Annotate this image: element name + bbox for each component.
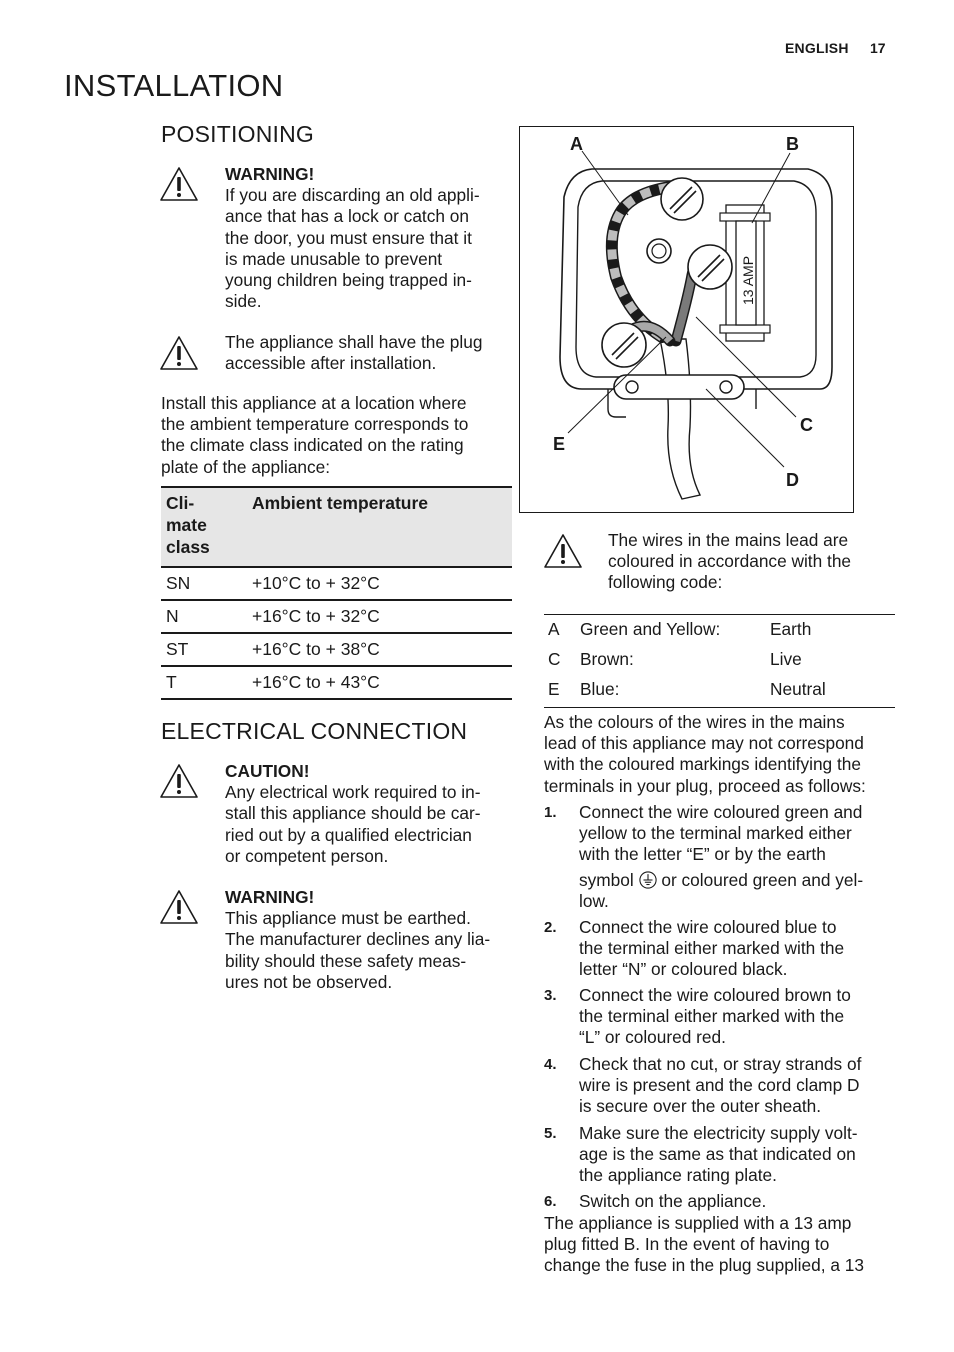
cell-letter: A <box>548 618 560 639</box>
step-number: 4. <box>544 1056 557 1073</box>
list-item <box>544 802 896 912</box>
electrical-heading: ELECTRICAL CONNECTION <box>161 718 468 744</box>
text-line: If you are discarding an old appli- <box>225 185 480 206</box>
cell-letter: C <box>548 648 561 669</box>
text-line: the terminal either marked with the <box>579 1006 845 1027</box>
warning-icon <box>159 335 199 371</box>
warning-icon <box>543 533 583 569</box>
text-line: with the letter “E” or by the earth <box>579 844 826 865</box>
wire-colour-table <box>544 614 895 704</box>
table-row <box>544 674 895 704</box>
step-number: 3. <box>544 987 557 1004</box>
list-item <box>544 1191 896 1212</box>
label-d: D <box>786 470 799 490</box>
text-line: Any electrical work required to in- <box>225 782 481 803</box>
text-line: young children being trapped in- <box>225 270 472 291</box>
installation-intro <box>161 393 516 478</box>
cell-temperature: +16°C to + 38°C <box>247 633 512 666</box>
cell-role: Earth <box>770 618 812 639</box>
text-line: the appliance rating plate. <box>579 1165 777 1186</box>
text-line: plate of the appliance: <box>161 456 331 477</box>
text-line: ance that has a lock or catch on <box>225 206 470 227</box>
text-line: side. <box>225 291 262 312</box>
caution-label: CAUTION! <box>225 761 310 781</box>
header-line: class <box>166 537 210 557</box>
text-line: The manufacturer declines any lia- <box>225 929 491 950</box>
text-line: lead of this appliance may not correspond <box>544 733 864 754</box>
cell-temperature: +10°C to + 32°C <box>247 567 512 600</box>
text-line: the ambient temperature corresponds to <box>161 414 469 435</box>
text-line: wire is present and the cord clamp D <box>579 1075 860 1096</box>
text-line: change the fuse in the plug supplied, a 13 <box>544 1255 864 1276</box>
divider <box>544 707 895 708</box>
text-fragment: symbol <box>579 869 634 890</box>
text-line: Connect the wire coloured brown to <box>579 985 851 1005</box>
step-text <box>579 1191 896 1212</box>
text-line: stall this appliance should be car- <box>225 803 481 824</box>
cell-colour: Blue: <box>580 678 620 699</box>
header-line: Cli- <box>166 493 195 513</box>
text-line: This appliance must be earthed. <box>225 908 471 929</box>
cell-class: T <box>161 666 247 699</box>
warning-icon <box>159 889 199 925</box>
cell-temperature: +16°C to + 43°C <box>247 666 512 699</box>
text-line: yellow to the terminal marked either <box>579 823 852 844</box>
cell-role: Neutral <box>770 678 826 699</box>
text-line: coloured in accordance with the <box>608 551 852 572</box>
warning-positioning <box>225 164 515 312</box>
text-line <box>579 870 896 891</box>
table-header-row <box>161 487 512 567</box>
text-line: letter “N” or coloured black. <box>579 959 788 980</box>
table-row <box>161 633 512 666</box>
warning-icon <box>159 763 199 799</box>
cell-class: SN <box>161 567 247 600</box>
earth-symbol-icon <box>639 871 657 889</box>
cell-colour: Brown: <box>580 648 634 669</box>
text-line: age is the same as that indicated on <box>579 1144 856 1165</box>
text-line: with the coloured markings identifying the <box>544 754 861 775</box>
text-line: following code: <box>608 572 723 593</box>
text-line: the terminal either marked with the <box>579 938 845 959</box>
cell-letter: E <box>548 678 560 699</box>
fuse-rating-text: 13 AMP <box>740 255 756 305</box>
page-number: 17 <box>870 40 886 56</box>
cell-temperature: +16°C to + 32°C <box>247 600 512 633</box>
procedure-outro <box>544 1213 904 1277</box>
cell-class: ST <box>161 633 247 666</box>
label-c: C <box>800 415 813 435</box>
text-line: low. <box>579 890 609 911</box>
warning-label: WARNING! <box>225 887 315 907</box>
text-line: As the colours of the wires in the mains <box>544 712 845 732</box>
plug-wiring-figure <box>519 126 854 513</box>
list-item <box>544 917 896 981</box>
text-line: Install this appliance at a location where <box>161 393 467 413</box>
text-fragment: or coloured green and yel- <box>661 869 864 890</box>
warning-earthed <box>225 887 515 993</box>
text-line: Connect the wire coloured blue to <box>579 917 837 937</box>
label-b: B <box>786 134 799 154</box>
plug-diagram <box>520 127 853 512</box>
text-line: or competent person. <box>225 845 389 866</box>
table-row <box>161 600 512 633</box>
text-line: is secure over the outer sheath. <box>579 1096 822 1117</box>
positioning-heading: POSITIONING <box>161 121 314 147</box>
text-line: “L” or coloured red. <box>579 1027 726 1048</box>
table-row <box>161 567 512 600</box>
text-line: the climate class indicated on the rating <box>161 435 464 456</box>
text-line: ried out by a qualified electrician <box>225 824 472 845</box>
header-line: mate <box>166 515 207 535</box>
wire-colour-note <box>608 530 898 594</box>
step-number: 2. <box>544 919 557 936</box>
climate-class-table <box>161 486 512 700</box>
text-line: bility should these safety meas- <box>225 950 467 971</box>
cell-colour: Green and Yellow: <box>580 618 721 639</box>
text-line: The wires in the mains lead are <box>608 530 849 550</box>
procedure-intro <box>544 712 904 797</box>
step-number: 5. <box>544 1125 557 1142</box>
cell-role: Live <box>770 648 802 669</box>
text-line: accessible after installation. <box>225 353 437 374</box>
text-line: Make sure the electricity supply volt- <box>579 1123 858 1143</box>
text-line: is made unusable to prevent <box>225 248 443 269</box>
step-text <box>579 917 896 981</box>
header-climate-class <box>161 487 247 567</box>
step-text <box>579 1054 896 1118</box>
step-number: 1. <box>544 804 557 821</box>
text-line: the door, you must ensure that it <box>225 227 472 248</box>
page-title: INSTALLATION <box>64 68 284 103</box>
header-language: ENGLISH <box>785 40 849 56</box>
text-line: Switch on the appliance. <box>579 1191 767 1211</box>
text-line: ures not be observed. <box>225 971 393 992</box>
step-number: 6. <box>544 1193 557 1210</box>
warning-icon <box>159 166 199 202</box>
cell-class: N <box>161 600 247 633</box>
text-line: terminals in your plug, proceed as follows: <box>544 775 866 796</box>
label-e: E <box>553 434 566 454</box>
step-text <box>579 802 896 912</box>
step-text <box>579 985 896 1049</box>
list-item <box>544 1123 896 1187</box>
text-line: The appliance shall have the plug <box>225 332 483 352</box>
note-plug-accessible <box>225 332 515 374</box>
text-line: The appliance is supplied with a 13 amp <box>544 1213 852 1233</box>
table-row <box>544 644 895 674</box>
header-ambient-temperature: Ambient temperature <box>247 487 512 567</box>
list-item <box>544 1054 896 1118</box>
list-item <box>544 985 896 1049</box>
table-row <box>161 666 512 699</box>
label-a: A <box>570 134 583 154</box>
table-row <box>544 614 895 644</box>
warning-label: WARNING! <box>225 164 315 184</box>
caution-electrical <box>225 761 515 867</box>
step-text <box>579 1123 896 1187</box>
text-line: Connect the wire coloured green and <box>579 802 863 822</box>
text-line: Check that no cut, or stray strands of <box>579 1054 862 1074</box>
text-line: plug fitted B. In the event of having to <box>544 1234 830 1255</box>
